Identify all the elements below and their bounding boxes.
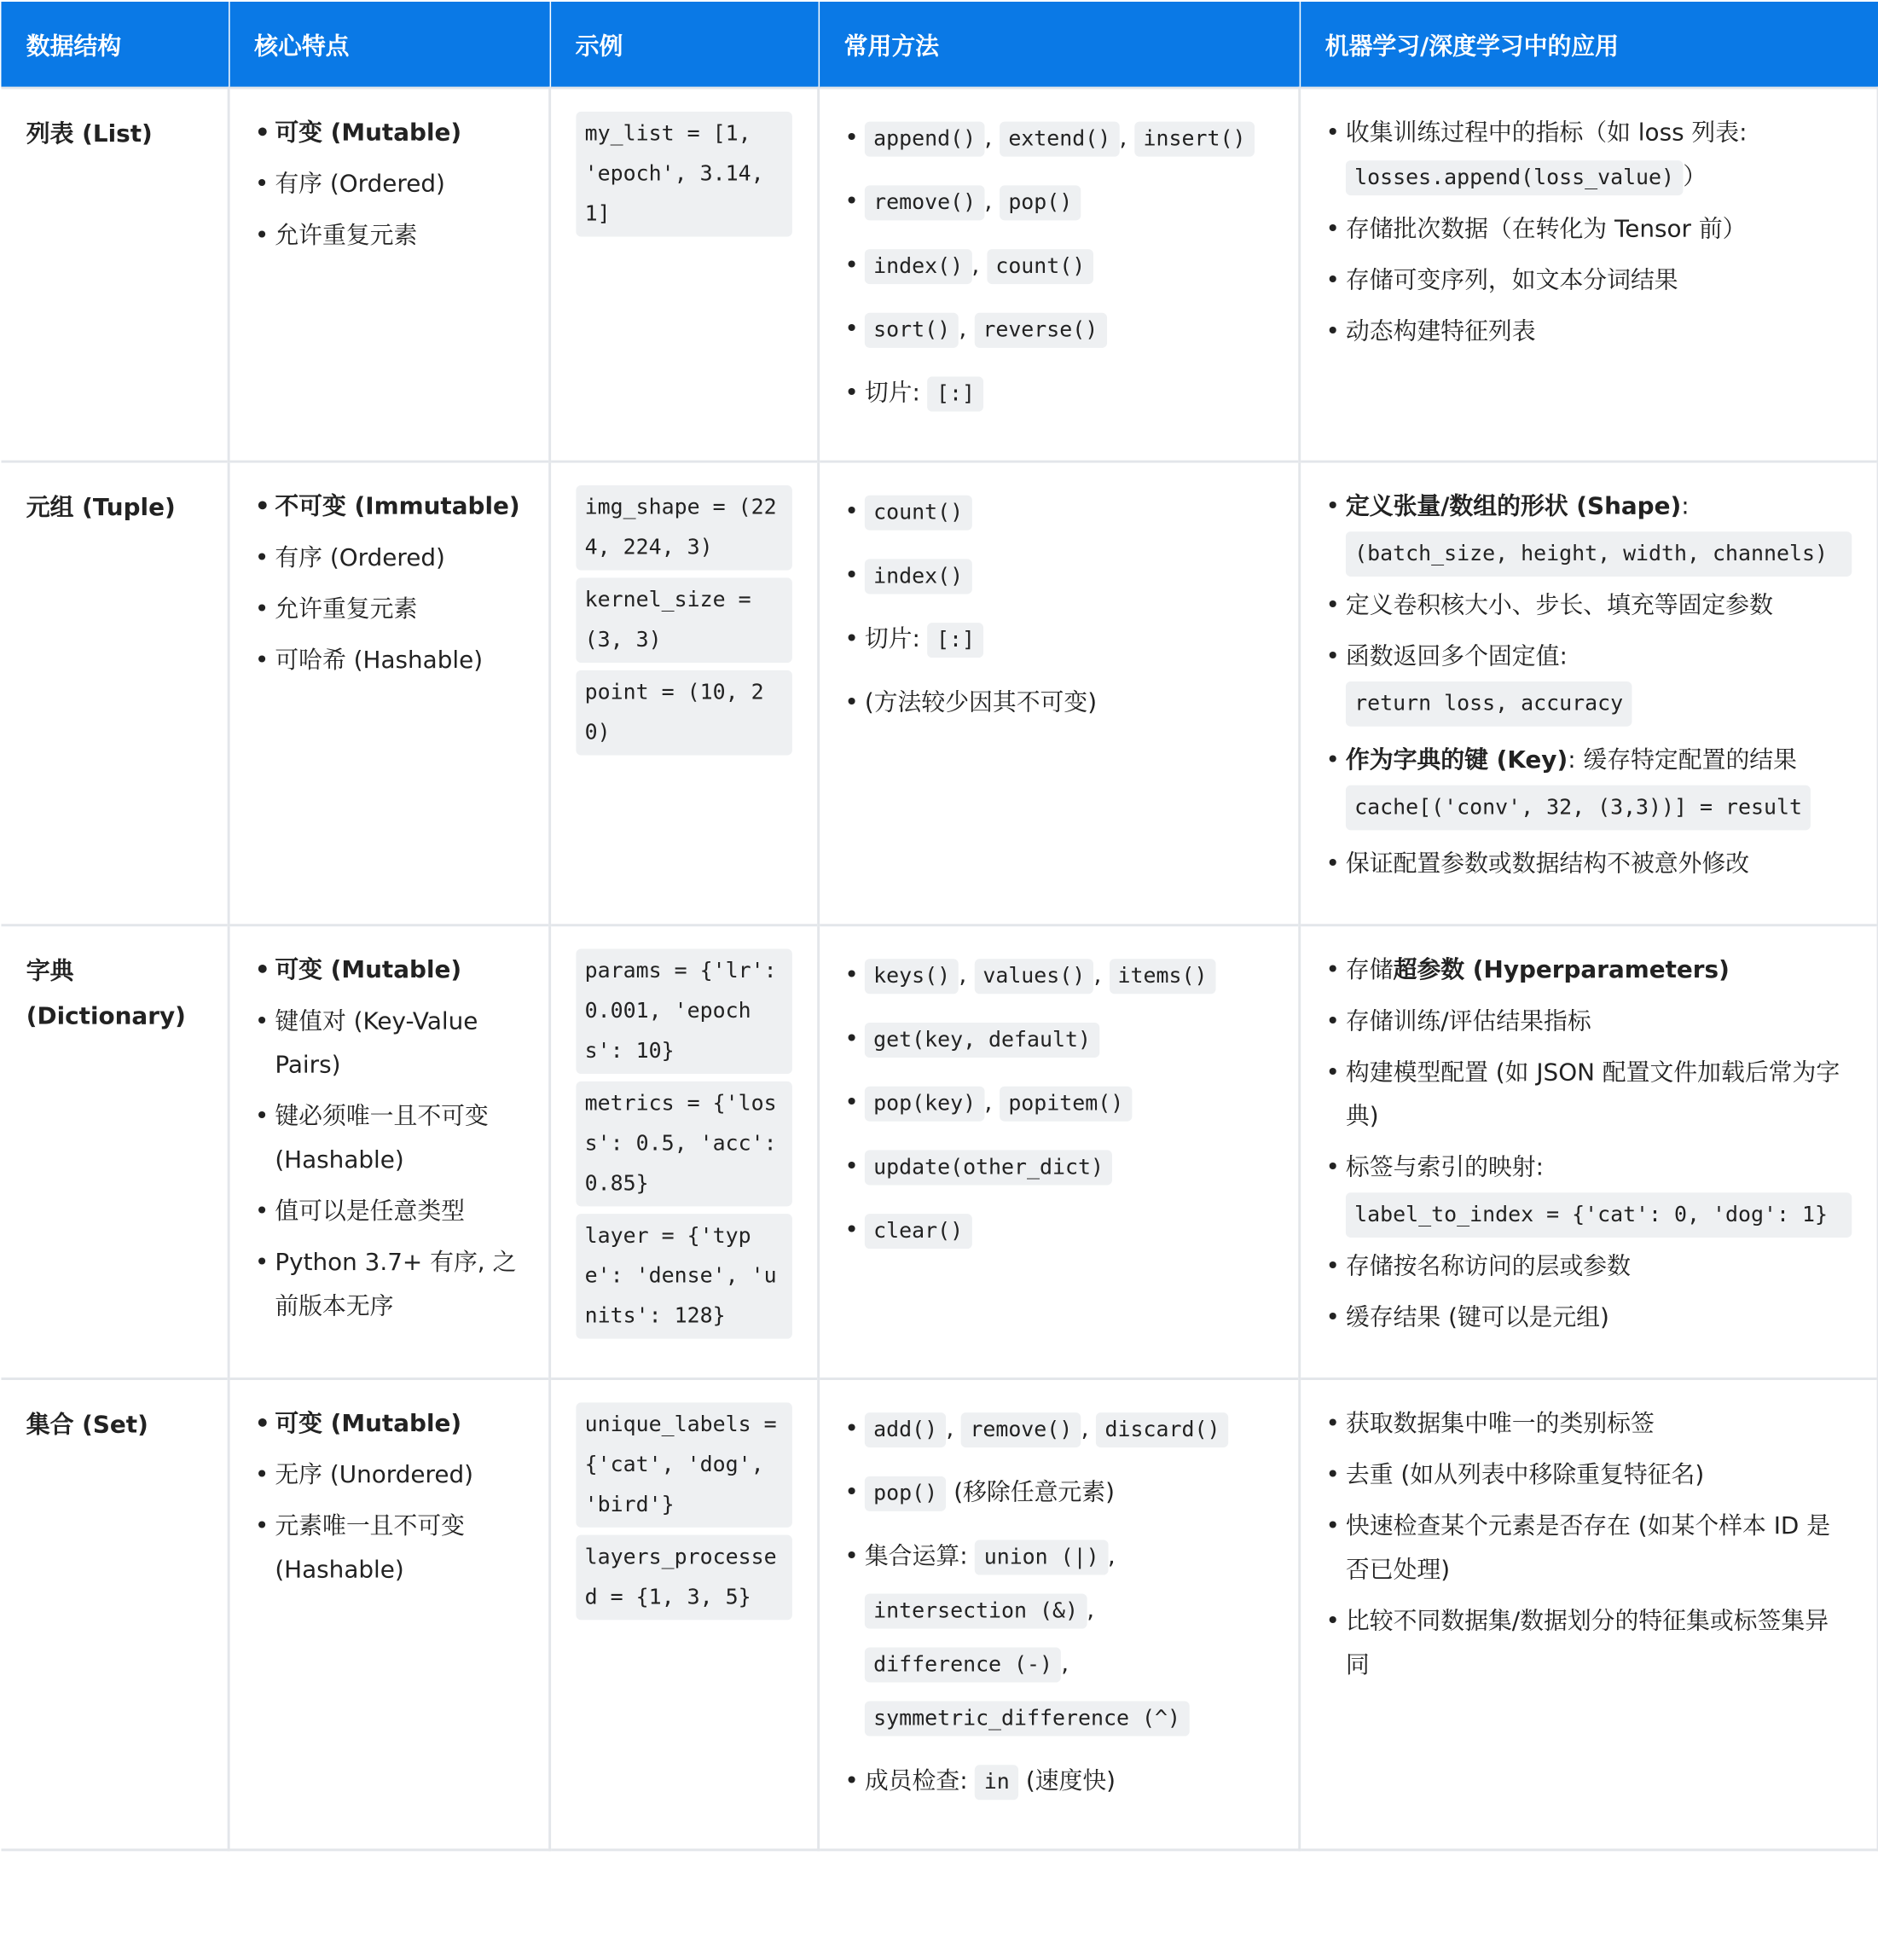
- ml-item: • 快速检查某个元素是否存在 (如某个样本 ID 是否已处理): [1325, 1505, 1852, 1593]
- feature-item: • Python 3.7+ 有序, 之前版本无序: [255, 1241, 524, 1329]
- method-text: 成员检查:: [864, 1767, 976, 1795]
- header-examples: 示例: [550, 2, 819, 88]
- ml-usage-cell: [1300, 925, 1878, 1379]
- method-code: insert(): [1134, 122, 1254, 157]
- method-code: values(): [974, 959, 1093, 994]
- method-code: remove(): [961, 1412, 1081, 1447]
- feature-item: • 可哈希 (Hashable): [255, 639, 524, 682]
- ml-item: • 存储可变序列，如文本分词结果: [1325, 259, 1852, 303]
- method-item: [844, 112, 1273, 165]
- method-item: • (方法较少因其不可变): [844, 676, 1273, 729]
- separator: ,: [1087, 1596, 1095, 1624]
- method-text: 切片:: [864, 379, 928, 407]
- ml-code: losses.append(loss_value): [1346, 160, 1683, 195]
- table-row-list: [1, 88, 1878, 461]
- header-structure: 数据结构: [1, 2, 229, 88]
- table-row-tuple: [1, 461, 1878, 925]
- code-example: kernel_size = (3, 3): [576, 577, 791, 663]
- method-code: index(): [865, 249, 971, 284]
- method-item: [844, 1076, 1273, 1130]
- ml-item: • 获取数据集中唯一的类别标签: [1325, 1402, 1852, 1446]
- header-row: [1, 2, 1878, 88]
- code-example: layers_processed = {1, 3, 5}: [576, 1535, 791, 1621]
- method-code: get(key, default): [865, 1023, 1099, 1058]
- feature-item: • 键值对 (Key-Value Pairs): [255, 1000, 524, 1088]
- methods-cell: [819, 461, 1300, 925]
- method-code: update(other_dict): [865, 1150, 1112, 1185]
- feature-item: • 可变 (Mutable): [255, 949, 524, 993]
- ml-text: ）: [1683, 162, 1707, 191]
- table-row-set: [1, 1379, 1878, 1850]
- code-example: params = {'lr': 0.001, 'epochs': 10}: [576, 949, 791, 1075]
- table-wrapper: [0, 2, 1878, 1851]
- ml-item: • 保证配置参数或数据结构不被意外修改: [1325, 843, 1852, 886]
- methods-cell: [819, 1379, 1300, 1850]
- ml-code: label_to_index = {'cat': 0, 'dog': 1}: [1346, 1192, 1852, 1238]
- methods-cell: [819, 925, 1300, 1379]
- method-item: [844, 239, 1273, 293]
- method-code: [:]: [928, 623, 984, 658]
- structure-name: 列表 (List): [1, 88, 229, 461]
- method-code: append(): [865, 122, 984, 157]
- examples-cell: [550, 925, 819, 1379]
- ml-item: [1325, 485, 1852, 577]
- method-code: discard(): [1096, 1412, 1228, 1447]
- structure-name: 集合 (Set): [1, 1379, 229, 1850]
- header-methods: 常用方法: [819, 2, 1300, 88]
- structure-name: 元组 (Tuple): [1, 461, 229, 925]
- method-code: pop(key): [865, 1087, 984, 1122]
- ml-code: (batch_size, height, width, channels): [1346, 531, 1852, 577]
- separator: ,: [984, 1088, 1000, 1116]
- code-example: layer = {'type': 'dense', 'units': 128}: [576, 1214, 791, 1339]
- separator: ,: [984, 188, 1000, 216]
- method-code: index(): [865, 559, 971, 594]
- method-code: keys(): [865, 959, 959, 994]
- ml-bold: 定义张量/数组的形状 (Shape): [1345, 492, 1682, 521]
- method-code: count(): [865, 496, 971, 531]
- header-features: 核心特点: [229, 2, 550, 88]
- method-item: [844, 1466, 1273, 1520]
- method-item: [844, 485, 1273, 539]
- method-code: symmetric_difference (^): [865, 1702, 1189, 1737]
- ml-item: • 存储训练/评估结果指标: [1325, 1000, 1852, 1044]
- method-code: clear(): [865, 1214, 971, 1249]
- method-item: [844, 1402, 1273, 1456]
- ml-text: : 缓存特定配置的结果: [1568, 746, 1797, 774]
- separator: ,: [984, 124, 1000, 152]
- method-text: 切片:: [864, 625, 928, 653]
- separator: ,: [1119, 124, 1135, 152]
- method-code: remove(): [865, 185, 984, 220]
- code-example: img_shape = (224, 224, 3): [576, 485, 791, 571]
- features-cell: [229, 88, 550, 461]
- method-code: pop(): [1000, 185, 1081, 220]
- feature-item: • 允许重复元素: [255, 214, 524, 258]
- method-code: pop(): [865, 1476, 947, 1511]
- method-item: [844, 1203, 1273, 1257]
- code-example: point = (10, 20): [576, 670, 791, 756]
- separator: ,: [1093, 961, 1110, 989]
- separator: ,: [959, 961, 975, 989]
- code-example: my_list = [1, 'epoch', 3.14, 1]: [576, 112, 791, 237]
- method-code: sort(): [865, 313, 959, 348]
- ml-item: • 定义卷积核大小、步长、填充等固定参数: [1325, 584, 1852, 628]
- feature-item: • 有序 (Ordered): [255, 536, 524, 580]
- methods-cell: [819, 88, 1300, 461]
- method-code: [:]: [928, 377, 984, 412]
- method-code: union (|): [975, 1540, 1107, 1575]
- ml-usage-cell: [1300, 461, 1878, 925]
- ml-text: 函数返回多个固定值:: [1345, 642, 1568, 670]
- features-cell: [229, 461, 550, 925]
- method-code: intersection (&): [865, 1594, 1087, 1629]
- method-text: (速度快): [1017, 1767, 1116, 1795]
- code-example: unique_labels = {'cat', 'dog', 'bird'}: [576, 1402, 791, 1528]
- feature-item: • 可变 (Mutable): [255, 112, 524, 155]
- ml-item: • 比较不同数据集/数据划分的特征集或标签集异同: [1325, 1600, 1852, 1688]
- examples-cell: [550, 1379, 819, 1850]
- ml-item: [1325, 635, 1852, 732]
- ml-text: 标签与索引的映射:: [1345, 1153, 1544, 1182]
- ml-code: cache[('conv', 32, (3,3))] = result: [1346, 786, 1811, 831]
- feature-item: • 可变 (Mutable): [255, 1402, 524, 1446]
- feature-item: • 值可以是任意类型: [255, 1190, 524, 1233]
- ml-item: • 存储批次数据（在转化为 Tensor 前）: [1325, 208, 1852, 252]
- separator: ,: [1061, 1650, 1069, 1678]
- method-item: [844, 303, 1273, 357]
- method-text: 集合运算:: [864, 1542, 976, 1570]
- method-code: popitem(): [1000, 1087, 1132, 1122]
- feature-item: • 不可变 (Immutable): [255, 485, 524, 529]
- separator: ,: [1107, 1542, 1116, 1570]
- method-item: [844, 1140, 1273, 1194]
- method-code: add(): [865, 1412, 947, 1447]
- ml-item: [1325, 949, 1852, 993]
- method-item: [844, 1755, 1273, 1809]
- method-code: extend(): [1000, 122, 1119, 157]
- structure-name: 字典 (Dictionary): [1, 925, 229, 1379]
- ml-item: • 动态构建特征列表: [1325, 310, 1852, 354]
- feature-item: • 键必须唯一且不可变 (Hashable): [255, 1095, 524, 1183]
- ml-item: [1325, 112, 1852, 200]
- method-code: difference (-): [865, 1648, 1061, 1683]
- separator: ,: [959, 315, 975, 343]
- ml-bold: 作为字典的键 (Key): [1345, 746, 1568, 774]
- ml-bold: 超参数 (Hyperparameters): [1393, 956, 1730, 984]
- ml-item: [1325, 1146, 1852, 1238]
- header-ml-usage: 机器学习/深度学习中的应用: [1300, 2, 1878, 88]
- ml-usage-cell: [1300, 88, 1878, 461]
- method-item: [844, 1012, 1273, 1066]
- feature-item: • 无序 (Unordered): [255, 1453, 524, 1497]
- method-item: [844, 549, 1273, 603]
- method-item: [844, 367, 1273, 420]
- ml-text: :: [1681, 492, 1690, 521]
- code-example: metrics = {'loss': 0.5, 'acc': 0.85}: [576, 1081, 791, 1207]
- features-cell: [229, 1379, 550, 1850]
- method-item: [844, 176, 1273, 229]
- method-code: items(): [1109, 959, 1215, 994]
- features-cell: [229, 925, 550, 1379]
- method-item: [844, 1530, 1273, 1745]
- ml-text: 存储: [1345, 956, 1394, 984]
- ml-item: • 存储按名称访问的层或参数: [1325, 1245, 1852, 1289]
- separator: ,: [946, 1415, 962, 1443]
- feature-item: • 有序 (Ordered): [255, 163, 524, 206]
- ml-item: • 构建模型配置 (如 JSON 配置文件加载后常为字典): [1325, 1052, 1852, 1139]
- examples-cell: [550, 88, 819, 461]
- method-code: reverse(): [974, 313, 1106, 348]
- method-item: [844, 949, 1273, 1003]
- method-item: [844, 612, 1273, 666]
- feature-item: • 允许重复元素: [255, 588, 524, 631]
- table-row-dictionary: [1, 925, 1878, 1379]
- ml-item: • 去重 (如从列表中移除重复特征名): [1325, 1453, 1852, 1497]
- method-text: (移除任意元素): [946, 1478, 1115, 1506]
- separator: ,: [971, 252, 988, 280]
- method-code: in: [975, 1765, 1018, 1800]
- examples-cell: [550, 461, 819, 925]
- ml-code: return loss, accuracy: [1346, 681, 1632, 727]
- separator: ,: [1081, 1415, 1097, 1443]
- data-structures-table: [1, 2, 1878, 1851]
- ml-item: [1325, 739, 1852, 835]
- method-code: count(): [987, 249, 1093, 284]
- ml-text: 收集训练过程中的指标（如 loss 列表:: [1345, 119, 1748, 147]
- ml-usage-cell: [1300, 1379, 1878, 1850]
- ml-item: • 缓存结果 (键可以是元组): [1325, 1296, 1852, 1340]
- feature-item: • 元素唯一且不可变 (Hashable): [255, 1505, 524, 1593]
